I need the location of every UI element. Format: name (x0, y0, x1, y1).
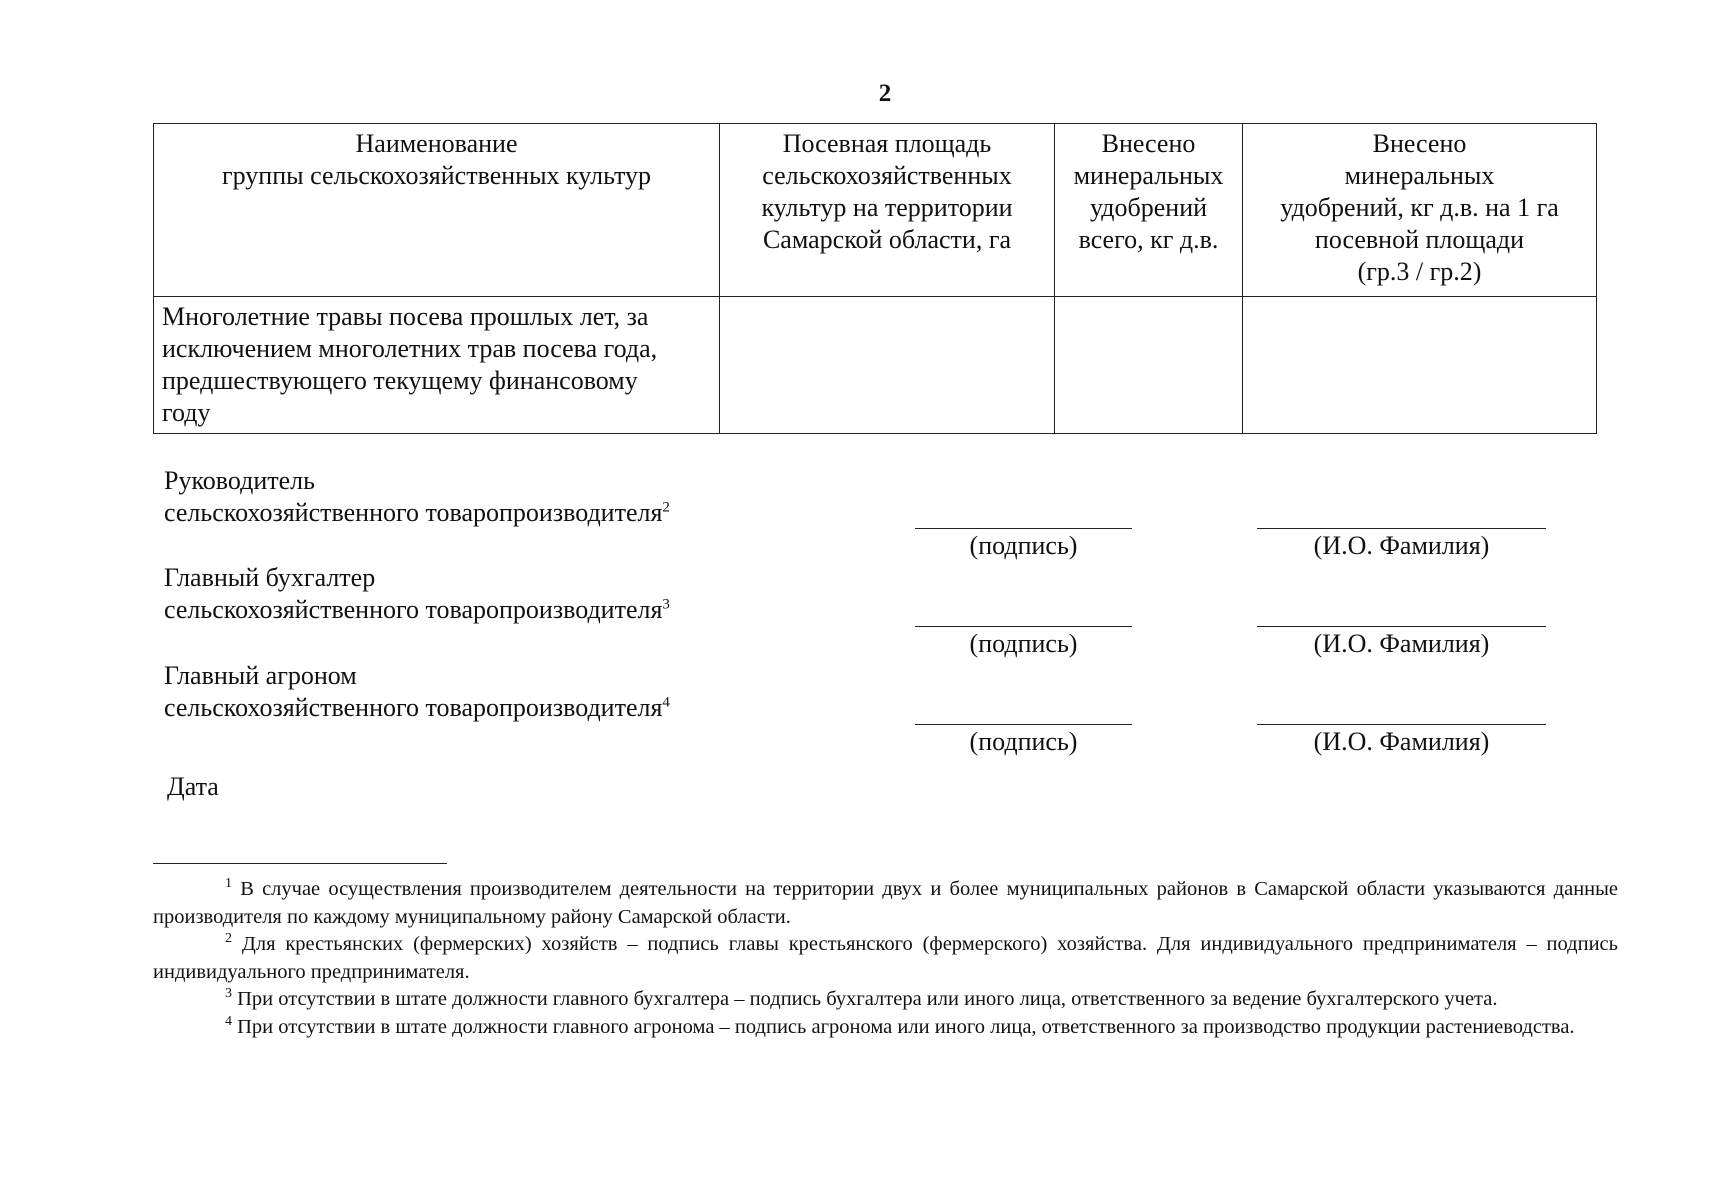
page-number: 2 (878, 80, 892, 107)
footnote-ref: 3 (662, 596, 670, 613)
footnote (153, 986, 1618, 1014)
footnote-divider (153, 863, 447, 864)
footnote-number: 4 (225, 1013, 232, 1029)
footnote-ref: 2 (662, 499, 670, 516)
footnote-number: 3 (225, 986, 232, 1002)
footnote (153, 1014, 1618, 1042)
header-line: Посевная площадь (782, 129, 992, 158)
fertilizer-table (153, 123, 1597, 434)
signature-title: Главный бухгалтер (164, 563, 376, 592)
row-crop-name (154, 297, 720, 434)
footnote (153, 931, 1618, 986)
signature-title: Главный агроном (164, 661, 357, 690)
footnote-text: При отсутствии в штате должности главного агронома – подпись агронома или иного лица, ответственного за производство продукции растениеводства. (237, 1015, 1575, 1038)
header-line: всего, кг д.в. (1078, 225, 1219, 254)
row-sown-area-value[interactable] (720, 297, 1055, 434)
row-fertilizer-per-ha-value[interactable] (1243, 297, 1597, 434)
signature-subtitle-text: сельскохозяйственного товаропроизводителя (164, 693, 663, 722)
date-label: Дата (167, 772, 219, 801)
signature-caption: (подпись) (969, 727, 1078, 756)
signature-caption: (подпись) (969, 531, 1078, 560)
footnote-text: Для крестьянских (фермерских) хозяйств – подпись главы крестьянского (фермерского) хозяйства. Для индивидуального предпринимателя – подпись индивидуального предпринимателя. (153, 933, 1619, 983)
signature-subtitle (164, 498, 670, 528)
header-line: удобрений (1089, 193, 1208, 222)
header-line: минеральных (1073, 161, 1224, 190)
header-line: посевной площади (1314, 225, 1525, 254)
row-name-line: Многолетние травы посева прошлых лет, за (162, 302, 649, 331)
row-fertilizer-total-value[interactable] (1055, 297, 1243, 434)
signature-line[interactable] (915, 724, 1132, 725)
signature-subtitle (164, 693, 670, 723)
header-line: Наименование (355, 129, 518, 158)
header-line: культур на территории (761, 193, 1013, 222)
header-fertilizer-per-ha (1243, 124, 1597, 297)
footnote-text: В случае осуществления производителем деятельности на территории двух и более муниципальных районов в Самарской области указываются данные производителя по каждому муниципальному району Самарской области. (153, 878, 1619, 928)
header-crop-group (154, 124, 720, 297)
footnote-ref: 4 (662, 694, 670, 711)
footnotes (153, 876, 1618, 1041)
signature-subtitle (164, 595, 670, 625)
signature-title: Руководитель (164, 466, 315, 495)
name-caption: (И.О. Фамилия) (1313, 727, 1490, 756)
footnote-number: 2 (225, 931, 232, 947)
name-line[interactable] (1257, 724, 1546, 725)
header-line: сельскохозяйственных (762, 161, 1012, 190)
row-name-line: исключением многолетних трав посева года, (162, 334, 658, 363)
table-row (154, 297, 1597, 434)
row-name-line: году (162, 398, 211, 427)
signature-line[interactable] (915, 626, 1132, 627)
name-line[interactable] (1257, 626, 1546, 627)
footnote (153, 876, 1618, 931)
header-line: удобрений, кг д.в. на 1 га (1280, 193, 1559, 222)
signature-subtitle-text: сельскохозяйственного товаропроизводителя (164, 595, 663, 624)
header-line: минеральных (1344, 161, 1495, 190)
header-line: Внесено (1101, 129, 1196, 158)
header-line: Внесено (1372, 129, 1467, 158)
row-name-line: предшествующего текущему финансовому (162, 366, 638, 395)
header-line: Самарской области, га (762, 225, 1012, 254)
signature-caption: (подпись) (969, 629, 1078, 658)
header-line: группы сельскохозяйственных культур (221, 161, 652, 190)
name-caption: (И.О. Фамилия) (1313, 629, 1490, 658)
signature-subtitle-text: сельскохозяйственного товаропроизводителя (164, 498, 663, 527)
name-line[interactable] (1257, 528, 1546, 529)
footnote-text: При отсутствии в штате должности главного бухгалтера – подпись бухгалтера или иного лица, ответственного за ведение бухгалтерского учета. (237, 988, 1498, 1010)
footnote-number: 1 (225, 876, 232, 892)
name-caption: (И.О. Фамилия) (1313, 531, 1490, 560)
header-sown-area (720, 124, 1055, 297)
table-header-row (154, 124, 1597, 297)
signature-line[interactable] (915, 528, 1132, 529)
header-line: (гр.3 / гр.2) (1357, 257, 1482, 286)
header-fertilizer-total (1055, 124, 1243, 297)
